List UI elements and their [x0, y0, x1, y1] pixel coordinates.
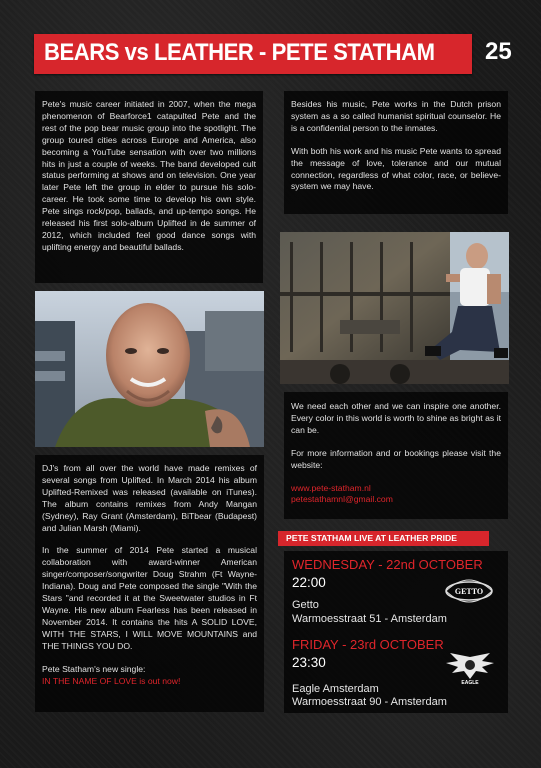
bio-panel-bottom: [35, 455, 264, 712]
portrait-image: [35, 291, 264, 447]
contact-panel: [284, 392, 508, 519]
events-panel: [284, 551, 508, 713]
page-number: 25: [485, 38, 512, 65]
contact-links: [291, 483, 501, 507]
header-bar: [34, 34, 472, 74]
event-1-day: WEDNESDAY - 22nd OCTOBER: [292, 557, 483, 572]
article-title: BEARS vs LEATHER - PETE STATHAM: [44, 39, 435, 66]
bio-paragraph-career: Pete's music career initiated in 2007, when the mega phenomenon of Bearforce1 catapulted Pete and the rest of the pop bear music group into the spotlight. The group toured cities across Europe and America, also becoming a YouTube sensation with over two millions hits in just a couple of weeks. The band developed cult status performing at shows and on television. One year later Pete left the group in elder to pursue his solo-career. He took some time to develop his own style. Pete sings rock/pop, ballads, and up-tempo songs. He released his first solo-album Uplifted in de summer of 2012, which included feel good dance songs with uplifting energy and beautiful ballads.: [42, 99, 256, 252]
bookings-paragraph: For more information and or bookings please visit the website:: [291, 447, 501, 470]
event-1-address: Warmoesstraat 51 - Amsterdam: [292, 613, 447, 625]
website-link[interactable]: www.pete-statham.nl: [291, 482, 371, 493]
message-paragraph: With both his work and his music Pete wants to spread the message of love, tolerance and our mutual connection, regardless of what color, race, or believe-system we may have.: [291, 145, 501, 192]
event-2-day: FRIDAY - 23rd OCTOBER: [292, 637, 444, 652]
getto-logo: [444, 571, 494, 611]
train-image: [280, 232, 509, 384]
bio-panel-top: [35, 91, 263, 283]
work-panel: [284, 91, 508, 214]
single-suffix: is out now!: [136, 675, 181, 686]
getto-logo-text: GETTO: [454, 587, 484, 596]
email-link[interactable]: petestathamnl@gmail.com: [291, 494, 393, 505]
event-2-venue: Eagle Amsterdam: [292, 683, 379, 695]
single-title: IN THE NAME OF LOVE: [42, 675, 137, 686]
train-photo: [280, 232, 509, 384]
single-line: [42, 664, 257, 688]
event-1-time: 22:00: [292, 575, 326, 590]
event-2-time: 23:30: [292, 655, 326, 670]
portrait-photo: [35, 291, 264, 447]
eagle-logo: [444, 651, 496, 685]
eagle-logo-text: EAGLE: [461, 680, 479, 685]
collaboration-paragraph: In the summer of 2014 Pete started a musical collaboration with award-winner American singer/composer/songwriter Doug Strahm (Ft Wayne-Indiana). Doug and Pete composed the single "With the Stars "and recorded it at the Sweetwater studios in Ft Wayne. His new album Fearless has been released in November 2014. It contains the hits A SOLID LOVE, WITH THE STARS, I WILL MOVE MOUNTAINS and THE THINGS YOU DO.: [42, 545, 257, 651]
single-intro: Pete Statham's new single:: [42, 663, 146, 674]
events-heading: PETE STATHAM LIVE AT LEATHER PRIDE: [278, 531, 489, 546]
inspire-paragraph: We need each other and we can inspire one another. Every color in this world is worth to shine as bright as it can be.: [291, 401, 501, 435]
remix-paragraph: DJ's from all over the world have made remixes of several songs from Uplifted. In March 2014 his album Uplifted-Remixed was released (available on iTunes). The album contains remixes from Andy Mangan (Sydney), Ray Grant (Amsterdam), BiTbear (Budapest) and Julian Marsh (Miami).: [42, 463, 257, 533]
work-paragraph: Besides his music, Pete works in the Dutch prison system as a so called humanist spiritual counselor. He is a confidential person to the inmates.: [291, 99, 501, 133]
event-2-address: Warmoesstraat 90 - Amsterdam: [292, 696, 447, 708]
event-1-venue: Getto: [292, 599, 319, 611]
